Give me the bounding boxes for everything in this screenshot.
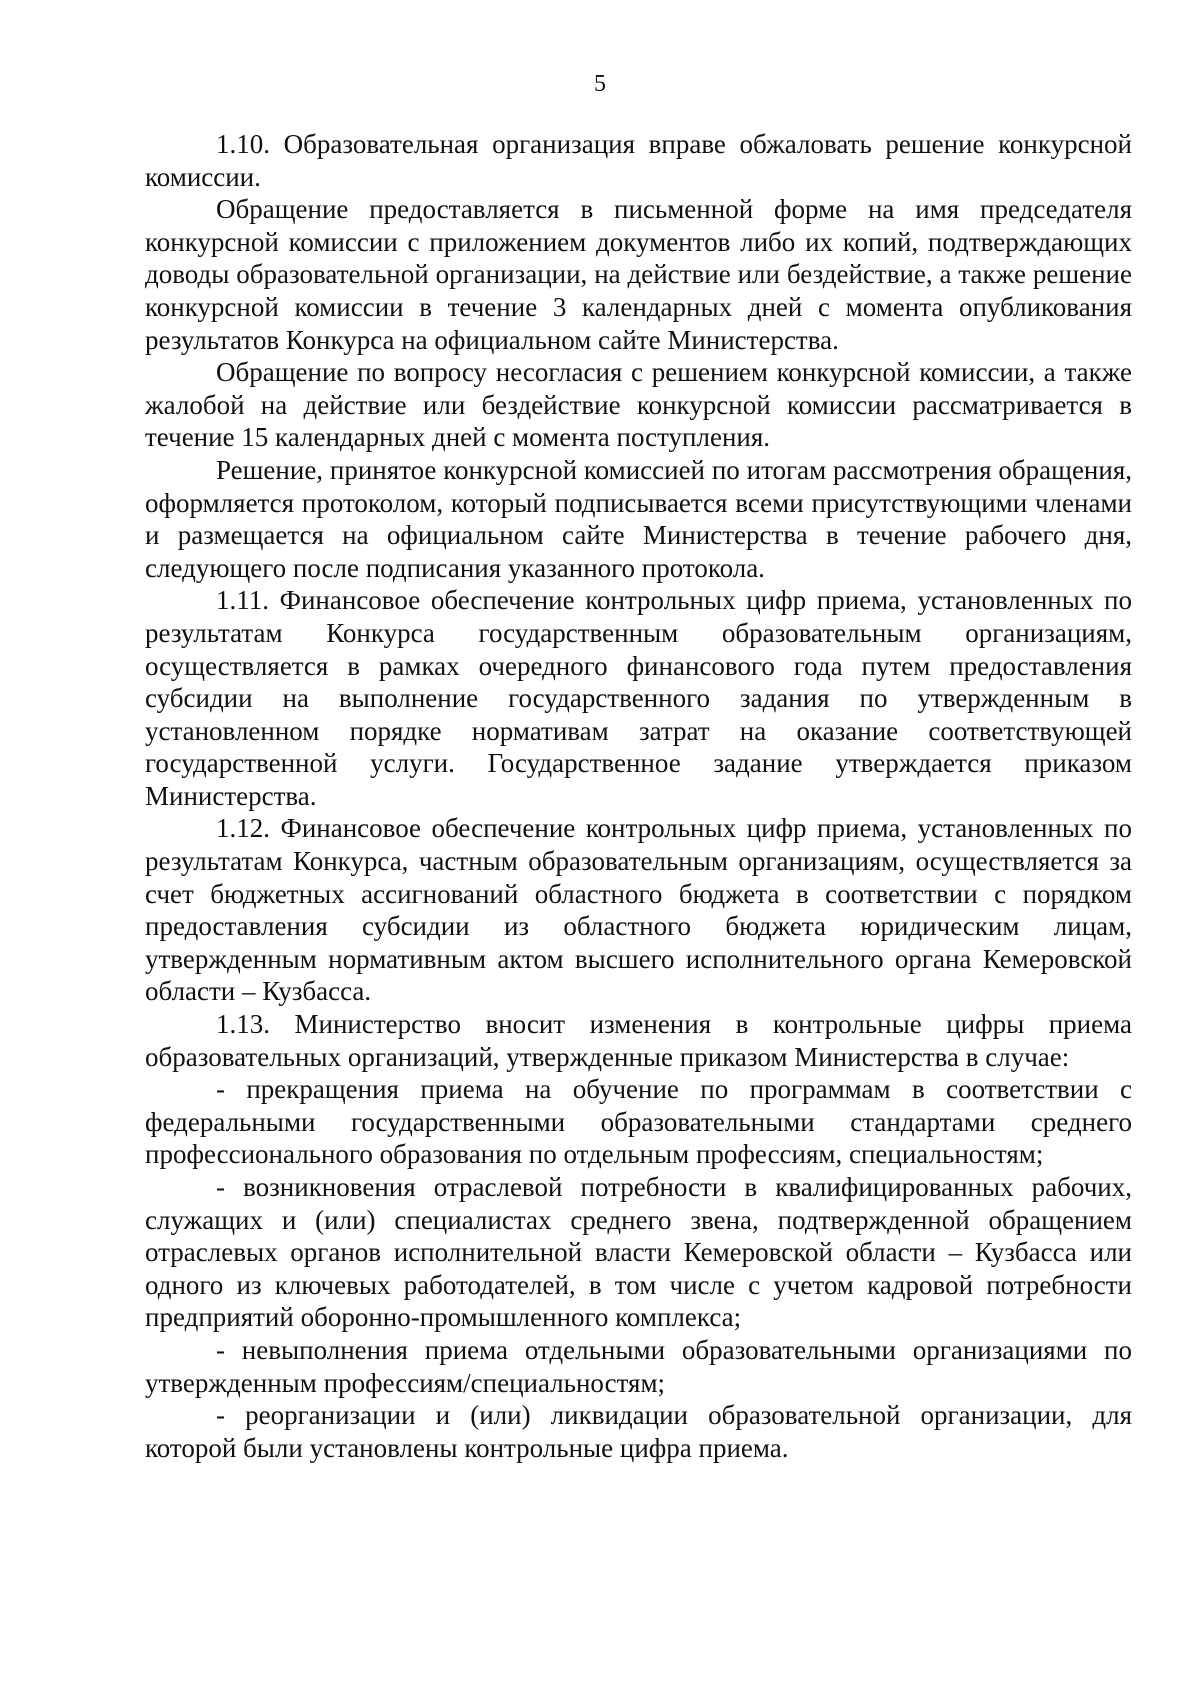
paragraph-1-10: 1.10. Образовательная организация вправе обжаловать решение конкурсной комиссии. xyxy=(145,129,1132,192)
list-item-admission-stop: - прекращения приема на обучение по программам в соответствии с федеральными государственными образовательными стандартами среднего профессионального образования по отдельным профессиям, специальностям; xyxy=(145,1074,1132,1170)
document-body xyxy=(145,128,1132,1464)
page-number: 5 xyxy=(594,71,606,97)
paragraph-1-13: 1.13. Министерство вносит изменения в контрольные цифры приема образовательных организаций, утвержденные приказом Министерства в случае: xyxy=(145,1009,1132,1072)
paragraph-appeal-submission: Обращение предоставляется в письменной форме на имя председателя конкурсной комиссии с приложением документов либо их копий, подтверждающих доводы образовательной организации, на действие или бездействие, а также решение конкурсной комиссии в течение 3 календарных дней с момента опубликования результатов Конкурса на официальном сайте Министерства. xyxy=(145,194,1132,355)
list-item-industry-need: - возникновения отраслевой потребности в квалифицированных рабочих, служащих и (или) специалистах среднего звена, подтвержденной обращением отраслевых органов исполнительной власти Кемеровской области – Кузбасса или одного из ключевых работодателей, в том числе с учетом кадровой потребности предприятий оборонно-промышленного комплекса; xyxy=(145,1172,1132,1333)
paragraph-appeal-review: Обращение по вопросу несогласия с решением конкурсной комиссии, а также жалобой на действие или бездействие конкурсной комиссии рассматривается в течение 15 календарных дней с момента поступления. xyxy=(145,357,1132,453)
paragraph-appeal-decision: Решение, принятое конкурсной комиссией по итогам рассмотрения обращения, оформляется протоколом, который подписывается всеми присутствующими членами и размещается на официальном сайте Министерства в течение рабочего дня, следующего после подписания указанного протокола. xyxy=(145,454,1132,583)
list-item-admission-failure: - невыполнения приема отдельными образовательными организациями по утвержденным профессиям/специальностям; xyxy=(145,1334,1132,1398)
paragraph-1-11: 1.11. Финансовое обеспечение контрольных цифр приема, установленных по результатам Конкурса государственным образовательным организациям, осуществляется в рамках очередного финансового года путем предоставления субсидии на выполнение государственного задания по утвержденным в установленном порядке нормативам затрат на оказание соответствующей государственной услуги. Государственное задание утверждается приказом Министерства. xyxy=(145,585,1132,811)
list-item-reorganization: - реорганизации и (или) ликвидации образовательной организации, для которой были установлены контрольные цифра приема. xyxy=(145,1400,1132,1463)
paragraph-1-12: 1.12. Финансовое обеспечение контрольных цифр приема, установленных по результатам Конкурса, частным образовательным организациям, осуществляется за счет бюджетных ассигнований областного бюджета в соответствии с порядком предоставления субсидии из областного бюджета юридическим лицам, утвержденным нормативным актом высшего исполнительного органа Кемеровской области – Кузбасса. xyxy=(145,813,1132,1007)
